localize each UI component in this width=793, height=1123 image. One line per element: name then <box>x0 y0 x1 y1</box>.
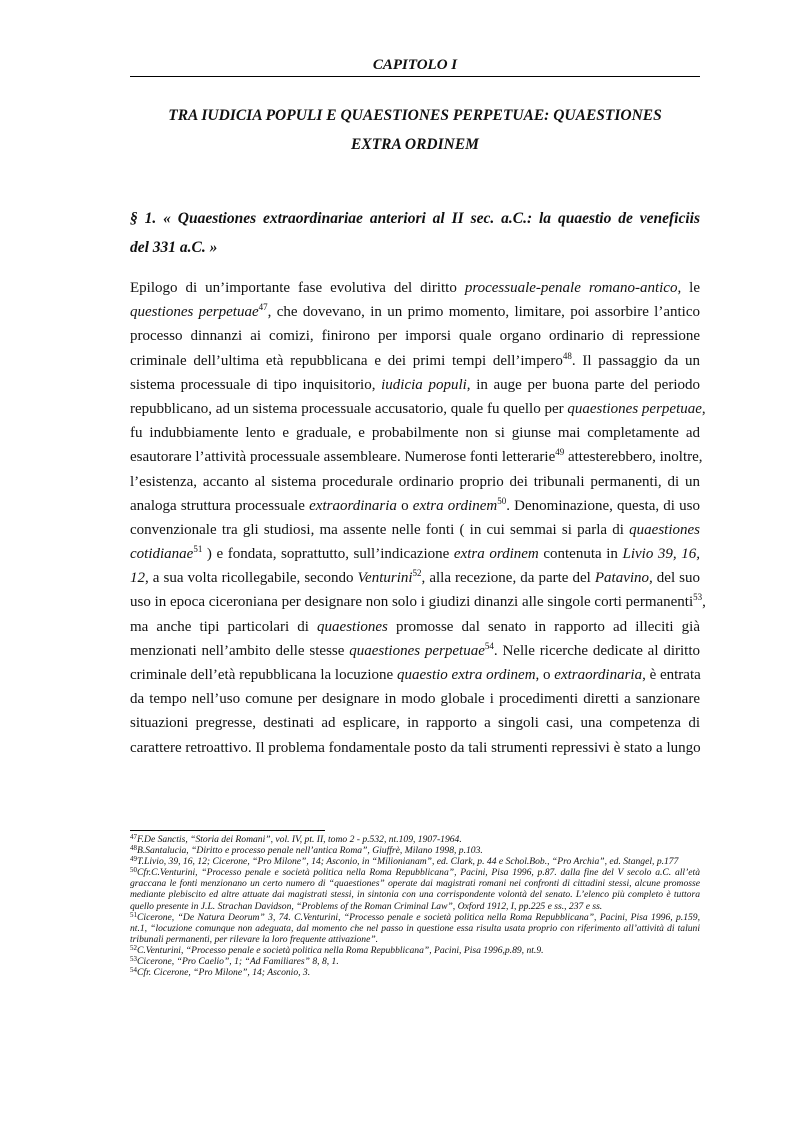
footnote-ref-49[interactable]: 49 <box>555 447 565 458</box>
body-line: sistema processuale di tipo inquisitorio, iudicia populi, in auge per buona parte del periodo <box>130 376 701 393</box>
body-line: l’esistenza, accanto al sistema procedurale ordinario proprio dei tribunali permanenti, di un <box>130 473 700 490</box>
body-line: da tempo nell’uso comune per designare in modo globale i procedimenti diretti a sanzionare <box>130 691 700 708</box>
chapter-title-line1: TRA IUDICIA POPULI E QUAESTIONES PERPETUAE: QUAESTIONES <box>168 107 662 124</box>
footnote-53: $^{53}$Cicerone, “Pro Caelio”, 1; “Ad Familiares” 8, 8, 1. <box>130 955 339 968</box>
footnote-separator <box>130 830 325 831</box>
body-line: esautorare l’attività processuale assembleare. Numerose fonti letterarie$^{49}$ attesterebbero, inoltre, <box>130 447 703 466</box>
section-heading-line1: § 1. « Quaestiones extraordinariae anteriori al II sec. a.C.: la quaestio de veneficiis <box>130 210 700 227</box>
body-line: uso in epoca ciceroniana per designare non solo i giudizi dinanzi alle singole corti permanenti$^{53}$, <box>130 592 706 611</box>
chapter-title-line2: EXTRA ORDINEM <box>351 136 479 153</box>
body-line: menzionati nell’ambito delle stesse quaestiones perpetuae$^{54}$. Nelle ricerche dedicate al diritto <box>130 640 701 659</box>
body-line: analoga struttura processuale extraordinaria o extra ordinem$^{50}$. Denominazione, questa, di uso <box>130 495 700 514</box>
chapter-header: CAPITOLO I <box>372 57 458 73</box>
body-line: criminale dell’età repubblicana la locuzione quaestio extra ordinem, o extraordinaria, è entrata <box>130 667 701 683</box>
body-line: Epilogo di un’importante fase evolutiva del diritto processuale-penale romano-antico, le <box>130 280 700 296</box>
body-line: convenzionale tra gli studiosi, ma assente nelle fonti ( in cui semmai si parla di quaestiones <box>130 521 700 538</box>
body-line: processo dinnanzi ai comizi, finirono per imporsi quale organo ordinario di repressione <box>130 328 700 345</box>
footnote-52: $^{52}$C.Venturini, “Processo penale e società politica nella Roma Repubblicana”, Pacini, Pisa 1996,p.89, nt.9. <box>130 943 544 956</box>
footnote-49: $^{49}$T.Livio, 39, 16, 12; Cicerone, “Pro Milone”, 14; Asconio, in “Milionianam”, ed. Clark, p. 44 e Schol.Bob., “Pro Archia”, ed. Stangel, p.177 <box>130 855 679 868</box>
body-line: criminale dell’ultima età repubblicana e dei primi tempi dell’impero$^{48}$. Il passaggio da un <box>130 350 701 369</box>
body-line: 12, a sua volta ricollegabile, secondo Venturini$^{52}$, alla recezione, da parte del Patavino, del suo <box>130 568 701 587</box>
body-line: carattere retroattivo. Il problema fondamentale posto da tali strumenti repressivi è stato a lungo <box>130 739 701 756</box>
footnote-ref-52[interactable]: 52 <box>412 568 422 579</box>
body-line: questiones perpetuae$^{47}$, che dovevano, in un primo momento, limitare, poi assorbire l’antico <box>130 302 700 321</box>
body-line: situazioni pregresse, destinati ad esplicare, in rapporto a singoli casi, una competenza di <box>130 715 700 732</box>
section-heading <box>130 204 700 262</box>
footnote-ref-51[interactable]: 51 <box>193 544 203 555</box>
body-line: repubblicano, ad un sistema processuale accusatorio, quale fu quello per quaestiones perpetuae, <box>130 400 706 417</box>
chapter-title <box>130 101 700 159</box>
body-line: fu indubbiamente lento e graduale, e probabilmente non si giunse mai completamente ad <box>130 425 700 442</box>
footnote-47: $^{47}$F.De Sanctis, “Storia dei Romani”, vol. IV, pt. II, tomo 2 - p.532, nt.109, 1907-1964. <box>130 833 462 845</box>
footnote-ref-48[interactable]: 48 <box>562 350 572 361</box>
footnote-48: $^{48}$B.Santalucia, “Diritto e processo penale nell’antica Roma”, Giuffrè, Milano 1998, p.103. <box>130 844 483 857</box>
body-line: cotidianae$^{51}$ ) e fondata, soprattutto, sull’indicazione extra ordinem contenuta in Livio 39, 16, <box>130 544 700 563</box>
footnotes <box>130 834 700 978</box>
footnote-50: $^{50}$Cfr.C.Venturini, “Processo penale e società politica nella Roma Repubblicana”, Pacini, Pisa 1996, p.87. dalla fine del V secolo a.C. all’età graccana le fonti menzionano un certo numero di “quaestiones” operate dai magistrati romani nei confronti di cittadini stessi, alcune promosse mediante plebiscito ed altre attuate dai magistrati stessi, in sintonia con una corrispondente volontà del senato. L’elenco più completo è tuttora quello presente in J.L. Strachan Davidson, “Problems of the Roman Criminal Law”, Oxford 1912, I, pp.225 e ss., 237 e ss. <box>130 866 700 912</box>
footnote-ref-54[interactable]: 54 <box>484 640 494 651</box>
footnote-ref-50[interactable]: 50 <box>497 495 507 506</box>
footnote-54: $^{54}$Cfr. Cicerone, “Pro Milone”, 14; Asconio, 3. <box>130 966 311 979</box>
header-rule <box>130 76 700 77</box>
body-line: ma anche tipi particolari di quaestiones promosse dal senato in rapporto ad illeciti già <box>130 618 700 635</box>
footnote-ref-53[interactable]: 53 <box>693 592 703 603</box>
section-heading-line2: del 331 a.C. » <box>130 239 218 256</box>
footnote-ref-47[interactable]: 47 <box>258 302 268 313</box>
footnote-51: $^{51}$Cicerone, “De Natura Deorum” 3, 74. C.Venturini, “Processo penale e società politica nella Roma Repubblicana”, Pacini, Pisa 1996, p.159, nt.1, “locuzione comunque non adeguata, dal momento che nel passo in questione essa risulta usata proprio con riferimento all’attività di taluni tribunali permanenti, per rilevare la loro frequente attivazione”. <box>130 910 700 945</box>
body-paragraph <box>130 276 706 760</box>
